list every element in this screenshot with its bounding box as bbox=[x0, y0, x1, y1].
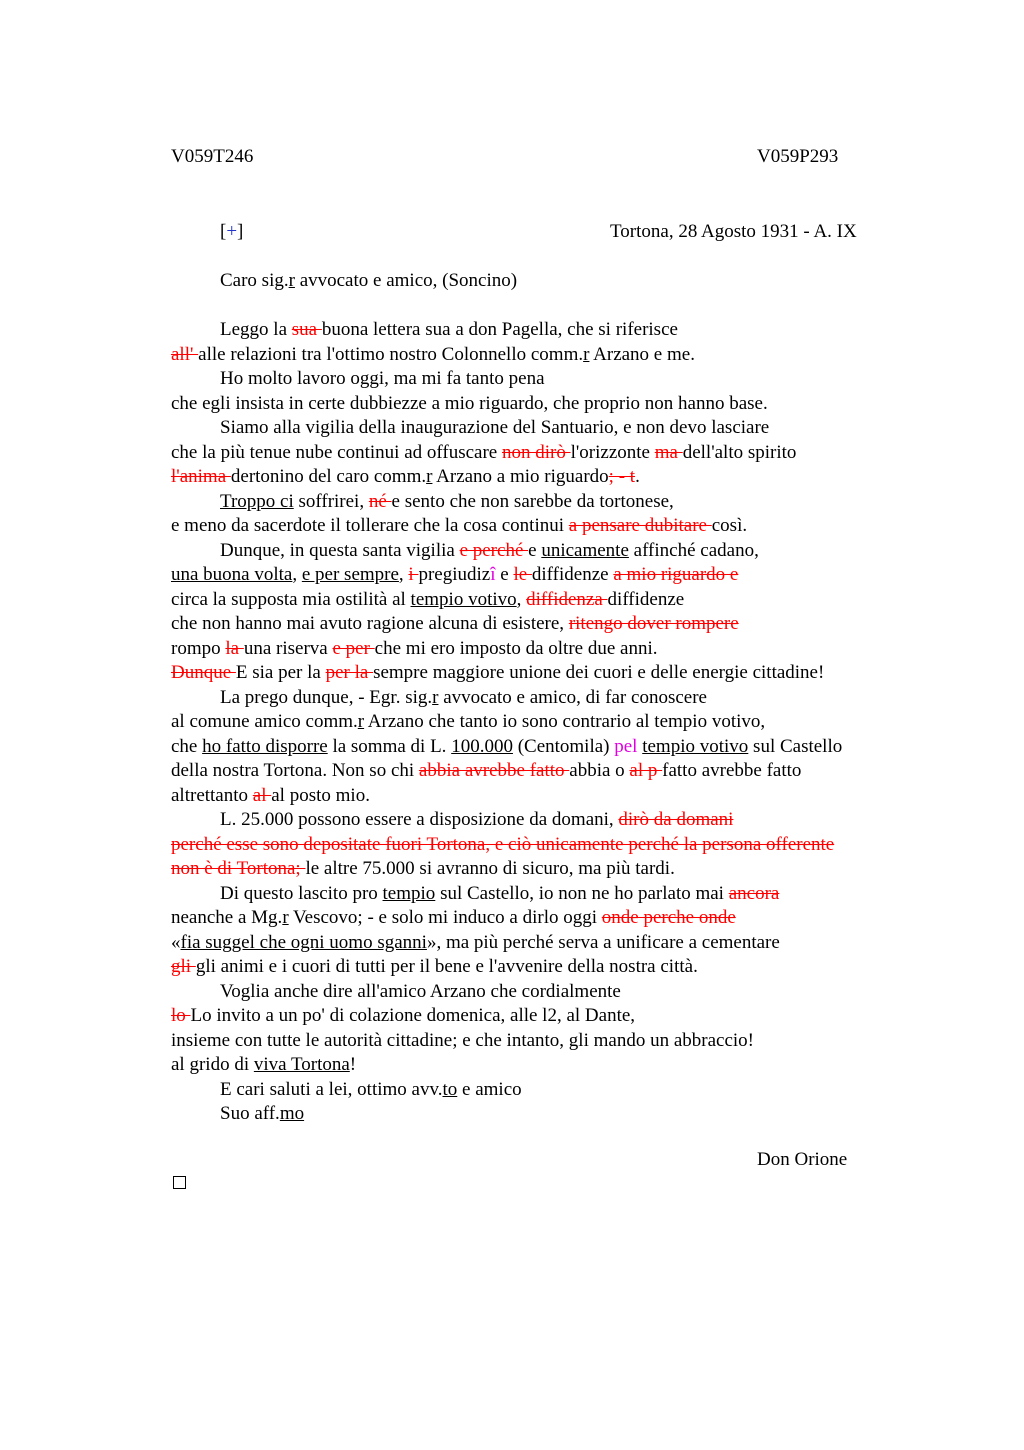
underlined-text: tempio votivo bbox=[642, 735, 749, 757]
deleted-text: perché esse sono depositate fuori Tortona, e ciò unicamente perché la persona offerente bbox=[171, 833, 835, 855]
letter-line bbox=[220, 367, 545, 391]
line-text: e amico bbox=[457, 1078, 522, 1100]
line-text: una riserva bbox=[243, 637, 333, 659]
line-text: rompo bbox=[171, 637, 226, 659]
line-text: altrettanto bbox=[171, 784, 253, 806]
line-text: circa la supposta mia ostilità al bbox=[171, 588, 411, 610]
line-text: che non hanno mai avuto ragione alcuna di esistere, bbox=[171, 613, 569, 634]
line-text: La prego dunque, - Egr. sig. bbox=[220, 686, 433, 708]
deleted-text: a mio riguardo e bbox=[613, 564, 739, 585]
line-text: che bbox=[171, 735, 203, 757]
underlined-text: 100.000 bbox=[451, 735, 513, 757]
letter-line bbox=[171, 563, 738, 587]
line-text: insieme con tutte le autorità cittadine; e che intanto, gli mando un abbraccio! bbox=[171, 1029, 754, 1051]
line-text: così. bbox=[711, 515, 748, 536]
underlined-text: una buona volta bbox=[171, 564, 293, 585]
line-text: Dunque, in questa santa vigilia bbox=[220, 539, 460, 561]
letter-line bbox=[171, 441, 796, 465]
line-text: sul Castello, io non ne ho parlato mai bbox=[435, 882, 729, 904]
deleted-text: ritengo dover rompere bbox=[568, 613, 739, 634]
deleted-text: sua bbox=[291, 319, 322, 340]
deleted-text: ; - t bbox=[608, 466, 636, 487]
underlined-text: r bbox=[583, 343, 590, 365]
deleted-text: all' bbox=[171, 343, 199, 365]
underlined-text: mo bbox=[279, 1103, 305, 1124]
inserted-text: î bbox=[490, 564, 496, 585]
line-text: (Centomila) bbox=[512, 735, 615, 757]
line-text: abbia o bbox=[569, 760, 630, 781]
line-text: pregiudiz bbox=[418, 564, 491, 585]
underlined-text: e per sempre bbox=[301, 564, 399, 585]
deleted-text: gli bbox=[171, 956, 196, 977]
line-text: ! bbox=[349, 1054, 357, 1075]
line-text: sempre maggiore unione dei cuori e delle energie cittadine! bbox=[373, 662, 825, 683]
underlined-text: r bbox=[357, 711, 365, 732]
line-text: Vescovo; - e solo mi induco a dirlo oggi bbox=[288, 907, 602, 928]
letter-line bbox=[171, 1053, 356, 1077]
line-text: Suo aff. bbox=[220, 1103, 280, 1124]
document-code-right: V059P293 bbox=[757, 146, 839, 167]
deleted-text: la bbox=[225, 637, 244, 659]
deleted-text: Dunque bbox=[171, 662, 236, 683]
underlined-text: viva Tortona bbox=[253, 1054, 350, 1075]
line-text: avvocato e amico, di far conoscere bbox=[438, 686, 707, 708]
letter-line bbox=[171, 588, 684, 612]
letter-line bbox=[171, 735, 842, 759]
checkbox-square-icon bbox=[173, 1176, 186, 1189]
underlined-text: tempio bbox=[382, 882, 436, 904]
line-text: Ho molto lavoro oggi, ma mi fa tanto pena bbox=[220, 368, 545, 389]
letter-line bbox=[171, 343, 695, 367]
line-text: Leggo la bbox=[220, 319, 292, 340]
deleted-text: le bbox=[513, 564, 532, 585]
document-code-left: V059T246 bbox=[171, 146, 254, 167]
line-text: al comune amico comm. bbox=[171, 711, 358, 732]
line-text: al grido di bbox=[171, 1054, 254, 1075]
salutation-part: Caro sig. bbox=[220, 270, 289, 291]
deleted-text: non dirò bbox=[501, 441, 571, 463]
salutation-part: avvocato e amico, (Soncino) bbox=[294, 270, 518, 291]
underlined-text: ho fatto disporre bbox=[202, 735, 328, 757]
deleted-text: abbia avrebbe fatto bbox=[418, 760, 570, 781]
underlined-text: unicamente bbox=[541, 539, 629, 561]
letter-line bbox=[171, 637, 657, 661]
plus-marker: + bbox=[226, 221, 238, 242]
underlined-text: fia suggel che ogni uomo sganni bbox=[180, 931, 427, 953]
letter-line bbox=[220, 318, 678, 342]
letter-line bbox=[220, 1078, 522, 1102]
letter-line bbox=[220, 980, 621, 1004]
line-text: , bbox=[292, 564, 302, 585]
letter-line bbox=[171, 1004, 635, 1028]
line-text: al posto mio. bbox=[271, 784, 370, 806]
deleted-text: dirò da domani bbox=[618, 809, 734, 830]
underlined-text: r bbox=[282, 907, 289, 928]
line-text: L. 25.000 possono essere a disposizione da domani, bbox=[220, 809, 619, 830]
deleted-text: al p bbox=[629, 760, 663, 781]
deleted-text: lo bbox=[171, 1005, 191, 1026]
deleted-text: diffidenza bbox=[526, 588, 608, 610]
letter-line bbox=[171, 906, 736, 930]
line-text: le altre 75.000 si avranno di sicuro, ma più tardi. bbox=[305, 858, 675, 879]
line-text: », ma più perché serva a unificare a cementare bbox=[426, 931, 780, 953]
editorial-marker bbox=[220, 220, 243, 244]
letter-line bbox=[171, 955, 698, 979]
line-text: la somma di L. bbox=[327, 735, 452, 757]
line-text: diffidenze bbox=[607, 588, 685, 610]
line-text: Arzano e me. bbox=[589, 343, 695, 365]
underlined-text: tempio votivo bbox=[410, 588, 517, 610]
line-text: , bbox=[516, 588, 527, 610]
line-text: soffrirei, bbox=[293, 490, 369, 512]
line-text: Lo invito a un po' di colazione domenica, alle l2, al Dante, bbox=[190, 1005, 636, 1026]
deleted-text: e per bbox=[332, 637, 375, 659]
letter-line bbox=[220, 882, 779, 906]
line-text: della nostra Tortona. Non so chi bbox=[171, 760, 419, 781]
letter-line bbox=[171, 784, 370, 808]
letter-line bbox=[171, 759, 801, 783]
line-text: gli animi e i cuori di tutti per il bene e l'avvenire della nostra città. bbox=[195, 956, 698, 977]
line-text: alle relazioni tra l'ottimo nostro Colonnello comm. bbox=[198, 343, 584, 365]
letter-line bbox=[171, 710, 765, 734]
underlined-text: r bbox=[426, 466, 433, 487]
line-text: fatto avrebbe fatto bbox=[662, 760, 802, 781]
line-text: e meno da sacerdote il tollerare che la cosa continui bbox=[171, 515, 569, 536]
line-text: sul Castello bbox=[748, 735, 843, 757]
letter-line bbox=[220, 539, 759, 563]
deleted-text: onde perche onde bbox=[601, 907, 736, 928]
line-text: . bbox=[635, 466, 640, 487]
inserted-text: pel bbox=[614, 735, 638, 757]
underlined-text: Troppo ci bbox=[220, 490, 294, 512]
line-text: dertonino del caro comm. bbox=[230, 466, 427, 487]
letter-line bbox=[220, 490, 674, 514]
deleted-text: e perché bbox=[459, 539, 529, 561]
letter-line bbox=[171, 931, 780, 955]
line-text: affinché cadano, bbox=[628, 539, 759, 561]
deleted-text: ancora bbox=[728, 882, 780, 904]
line-text: che la più tenue nube continui ad offuscare bbox=[171, 441, 502, 463]
letter-line bbox=[220, 1102, 304, 1126]
line-text: e bbox=[528, 539, 542, 561]
letter-line bbox=[171, 857, 675, 881]
deleted-text: per la bbox=[325, 662, 374, 683]
letter-line bbox=[171, 514, 747, 538]
letter-line bbox=[171, 465, 640, 489]
line-text: Di questo lascito pro bbox=[220, 882, 383, 904]
line-text: Arzano che tanto io sono contrario al tempio votivo, bbox=[364, 711, 766, 732]
line-text: e sento che non sarebbe da tortonese, bbox=[391, 490, 674, 512]
deleted-text: a pensare dubitare bbox=[568, 515, 712, 536]
letter-line bbox=[171, 392, 768, 416]
line-text: , bbox=[398, 564, 409, 585]
deleted-text: al bbox=[252, 784, 272, 806]
letter-line bbox=[220, 416, 769, 440]
deleted-text: non è di Tortona; bbox=[171, 858, 306, 879]
bracket-open: [ bbox=[220, 221, 227, 242]
salutation-part: r bbox=[288, 270, 295, 291]
line-text: neanche a Mg. bbox=[171, 907, 283, 928]
line-text: E sia per la bbox=[235, 662, 326, 683]
line-text: dell'alto spirito bbox=[682, 441, 797, 463]
underlined-text: to bbox=[442, 1078, 458, 1100]
line-text: Voglia anche dire all'amico Arzano che cordialmente bbox=[220, 980, 621, 1002]
line-text: che egli insista in certe dubbiezze a mio riguardo, che proprio non hanno base. bbox=[171, 392, 768, 414]
letter-line bbox=[220, 686, 707, 710]
signature: Don Orione bbox=[757, 1149, 848, 1170]
line-text: che mi ero imposto da oltre due anni. bbox=[374, 637, 658, 659]
letter-line bbox=[171, 661, 824, 685]
line-text: l'orizzonte bbox=[570, 441, 655, 463]
deleted-text: i bbox=[408, 564, 419, 585]
letter-line bbox=[220, 808, 733, 832]
line-text: e bbox=[495, 564, 514, 585]
line-text: « bbox=[171, 931, 181, 953]
deleted-text: ma bbox=[654, 441, 683, 463]
line-text: buona lettera sua a don Pagella, che si riferisce bbox=[321, 319, 678, 340]
bracket-close: ] bbox=[237, 221, 244, 242]
letter-line bbox=[171, 833, 834, 857]
line-text: Siamo alla vigilia della inaugurazione del Santuario, e non devo lasciare bbox=[220, 417, 770, 438]
deleted-text: l'anima bbox=[171, 466, 231, 487]
letter-line bbox=[171, 1029, 754, 1053]
line-text: E cari saluti a lei, ottimo avv. bbox=[220, 1078, 443, 1100]
salutation bbox=[220, 269, 517, 293]
place-date: Tortona, 28 Agosto 1931 - A. IX bbox=[610, 221, 857, 242]
line-text: diffidenze bbox=[531, 564, 614, 585]
line-text: Arzano a mio riguardo bbox=[432, 466, 609, 487]
deleted-text: né bbox=[368, 490, 392, 512]
letter-line bbox=[171, 612, 739, 636]
underlined-text: r bbox=[432, 686, 439, 708]
